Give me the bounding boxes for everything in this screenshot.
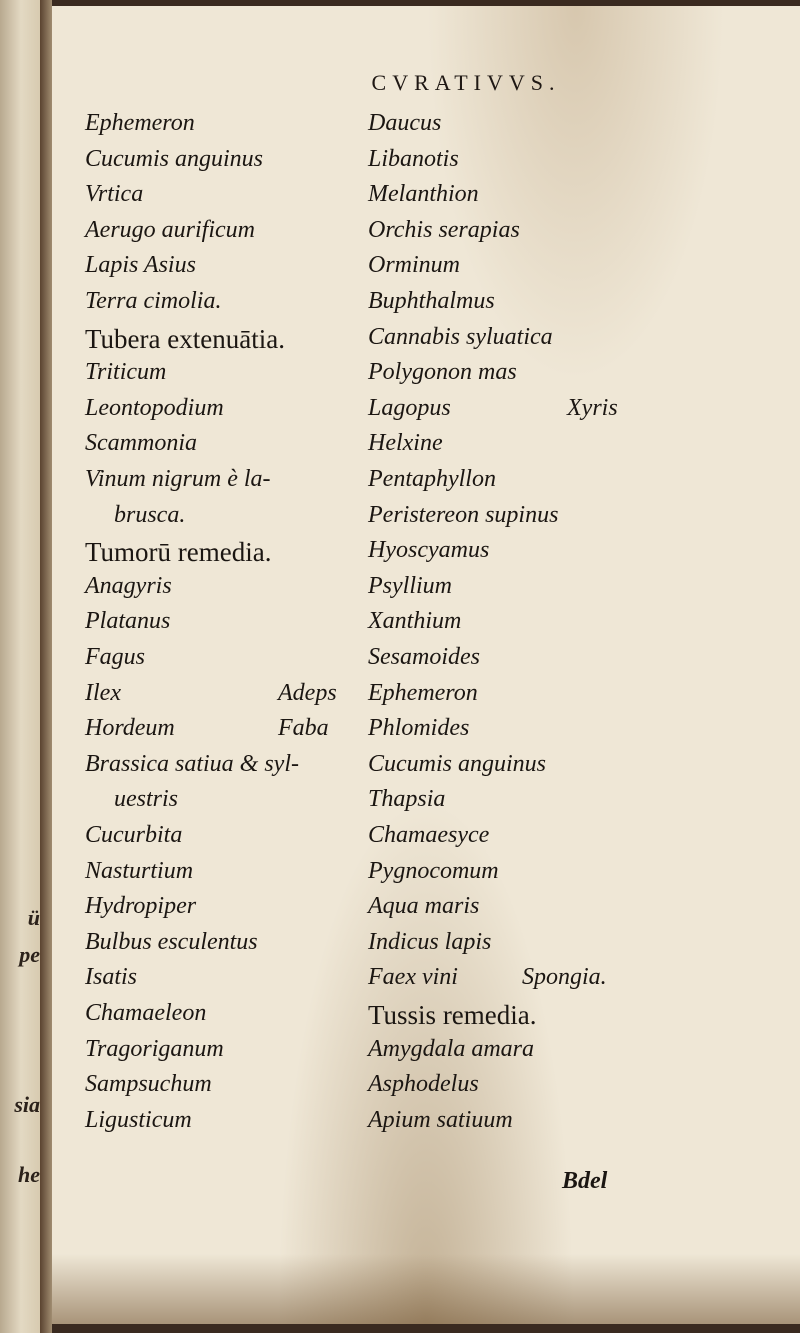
left-entry: Anagyris — [85, 572, 172, 599]
right-entry: Thapsia — [368, 786, 446, 813]
left-entry: Ilex — [85, 679, 121, 706]
left-entry: Ephemeron — [85, 110, 195, 136]
extra-entry: Xyris — [567, 394, 618, 421]
right-entry: Buphthalmus — [368, 288, 495, 314]
right-entry: Apium satiuum — [368, 1106, 513, 1133]
left-entry: Isatis — [85, 964, 138, 991]
list-row — [52, 537, 800, 573]
right-entry: Sesamoides — [368, 644, 480, 670]
left-entry: Lapis Asius — [85, 252, 196, 279]
right-entry: Hyoscyamus — [368, 537, 490, 564]
left-entry: Hordeum — [85, 715, 175, 742]
right-entry: Amygdala amara — [368, 1035, 534, 1062]
right-entry: Polygonon mas — [368, 359, 517, 386]
list-row — [52, 359, 800, 395]
list-row — [52, 751, 800, 787]
right-entry: Daucus — [368, 110, 442, 136]
list-row — [52, 466, 800, 502]
list-row — [52, 288, 800, 324]
middle-entry: Faba — [278, 715, 329, 742]
left-entry: Tubera extenuātia. — [85, 323, 285, 354]
book-gutter — [40, 0, 52, 1333]
list-row — [52, 858, 800, 894]
left-entry: Bulbus esculentus — [85, 928, 258, 955]
right-entry: Cannabis syluatica — [368, 323, 553, 350]
right-entry: Indicus lapis — [368, 928, 492, 955]
left-entry: Hydropiper — [85, 893, 197, 920]
right-entry: Orchis serapias — [368, 216, 520, 243]
margin-fragment: he — [18, 1162, 40, 1187]
left-entry: brusca. — [114, 501, 186, 528]
left-entry: Sampsuchum — [85, 1071, 212, 1098]
list-row — [52, 893, 800, 929]
list-row — [52, 715, 800, 751]
right-entry: Phlomides — [368, 715, 470, 742]
left-entry: Chamaeleon — [85, 1000, 207, 1026]
right-entry: Ephemeron — [368, 679, 478, 706]
running-header: CVRATIVVS. — [371, 70, 561, 95]
list-row — [52, 608, 800, 644]
list-row — [52, 1107, 800, 1143]
left-entry: Vinum nigrum è la- — [85, 466, 271, 492]
list-row — [52, 430, 800, 466]
right-entry: Chamaesyce — [368, 822, 490, 848]
water-stain — [52, 1254, 800, 1324]
left-entry: Vrtica — [85, 181, 144, 208]
left-entry: uestris — [114, 786, 179, 813]
middle-entry: Adeps — [278, 679, 337, 706]
list-row — [52, 1036, 800, 1072]
book-page — [52, 6, 800, 1324]
right-entry: Psyllium — [368, 572, 452, 599]
right-entry: Tussis remedia. — [368, 1000, 537, 1030]
right-entry: Melanthion — [368, 181, 479, 208]
list-row — [52, 929, 800, 965]
list-row — [52, 217, 800, 253]
margin-fragment: sia — [14, 1092, 40, 1117]
list-row — [52, 324, 800, 360]
right-entry: Xanthium — [368, 608, 462, 635]
right-entry: Orminum — [368, 252, 461, 279]
list-row — [52, 573, 800, 609]
list-row — [52, 680, 800, 716]
list-row — [52, 786, 800, 822]
list-row — [52, 964, 800, 1000]
left-entry: Cucumis anguinus — [85, 145, 264, 172]
right-entry: Lagopus — [368, 394, 451, 421]
list-row — [52, 252, 800, 288]
margin-fragment: ü — [27, 905, 40, 930]
left-entry: Scammonia — [85, 430, 197, 457]
left-entry: Terra cimolia. — [85, 288, 222, 314]
right-entry: Peristereon supinus — [368, 501, 559, 528]
left-entry: Ligusticum — [85, 1106, 192, 1133]
right-entry: Libanotis — [368, 145, 459, 172]
list-row — [52, 395, 800, 431]
margin-fragment: pe — [19, 942, 40, 967]
previous-page-edge — [0, 0, 42, 1333]
right-entry: Pygnocomum — [368, 857, 499, 884]
list-row — [52, 502, 800, 538]
left-entry: Platanus — [85, 608, 171, 635]
left-entry: Aerugo aurificum — [85, 216, 255, 243]
extra-entry: Spongia. — [522, 964, 607, 991]
left-entry: Tragoriganum — [85, 1035, 224, 1062]
left-entry: Triticum — [85, 359, 167, 386]
right-entry: Faex vini — [368, 964, 458, 991]
left-entry: Brassica satiua & syl- — [85, 750, 299, 777]
list-row — [52, 146, 800, 182]
list-row — [52, 181, 800, 217]
left-entry: Nasturtium — [85, 857, 194, 884]
right-entry: Cucumis anguinus — [368, 750, 547, 777]
list-row — [52, 1000, 800, 1036]
right-entry: Asphodelus — [368, 1071, 479, 1098]
list-row — [52, 110, 800, 146]
right-entry: Aqua maris — [368, 893, 480, 920]
left-entry: Leontopodium — [85, 394, 224, 421]
catchword: Bdel — [562, 1168, 608, 1194]
list-row — [52, 822, 800, 858]
right-entry: Helxine — [368, 430, 443, 457]
left-entry: Tumorū remedia. — [85, 537, 272, 568]
left-entry: Fagus — [85, 644, 145, 670]
left-entry: Cucurbita — [85, 822, 183, 848]
list-row — [52, 644, 800, 680]
list-row — [52, 1071, 800, 1107]
right-entry: Pentaphyllon — [368, 466, 496, 492]
